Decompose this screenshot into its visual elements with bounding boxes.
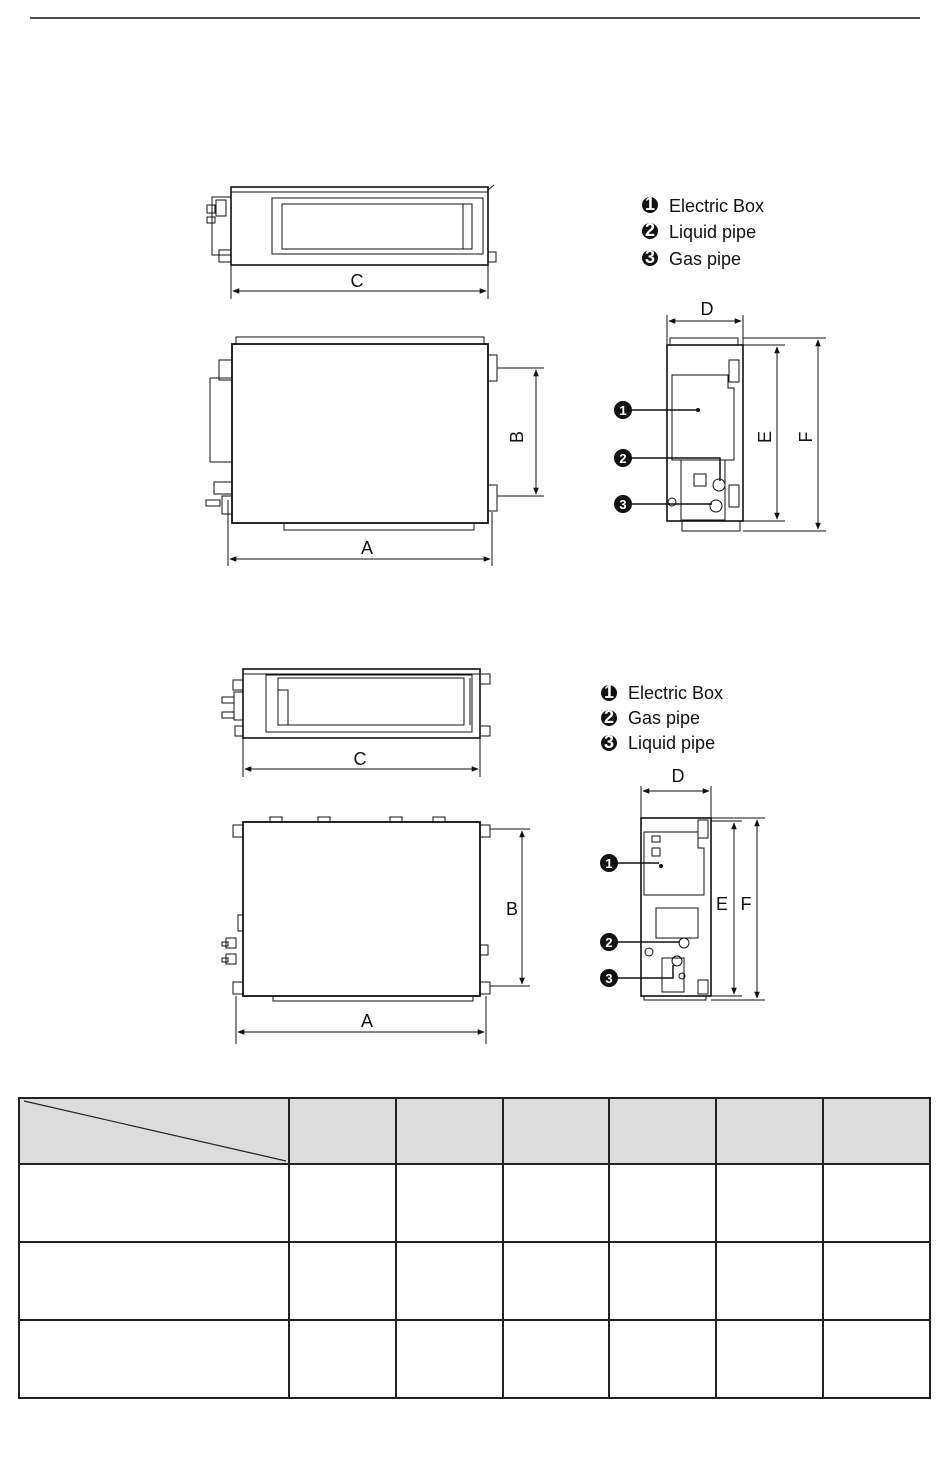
callout-3: 3	[605, 971, 613, 986]
legend-label-electric-box: Electric Box	[669, 196, 765, 216]
table-header-cell	[716, 1098, 823, 1164]
table-row-label	[19, 1164, 289, 1242]
dim-label-a: A	[360, 538, 374, 558]
legend-number: 2	[603, 707, 615, 727]
legend-label-electric-box: Electric Box	[628, 683, 724, 703]
table-cell	[823, 1164, 930, 1242]
legend-number: 2	[644, 220, 656, 240]
legend-number: 3	[603, 732, 615, 752]
table-cell	[609, 1164, 716, 1242]
dim-label-c: C	[353, 749, 367, 769]
callout-1: 1	[605, 856, 613, 871]
table-row	[19, 1320, 930, 1398]
table-cell	[823, 1320, 930, 1398]
table-row	[19, 1242, 930, 1320]
diagram1-legend	[642, 194, 764, 269]
legend-label-liquid-pipe: Liquid pipe	[628, 733, 716, 753]
dim-label-b: B	[505, 899, 519, 919]
table-cell	[289, 1242, 396, 1320]
table-cell	[289, 1164, 396, 1242]
callout-2: 2	[619, 451, 627, 466]
diagram2-front-view	[222, 817, 530, 1044]
dim-label-b: B	[507, 430, 527, 444]
diagram1-side-view	[614, 299, 826, 531]
table-cell	[503, 1320, 610, 1398]
table-cell	[503, 1164, 610, 1242]
table-header-cell	[396, 1098, 503, 1164]
table-cell	[396, 1320, 503, 1398]
table-header-row	[19, 1098, 930, 1164]
legend-label-gas-pipe: Gas pipe	[628, 708, 701, 728]
dim-label-f: F	[796, 431, 816, 443]
dim-label-f: F	[740, 894, 752, 914]
diagram2-top-view	[222, 669, 490, 738]
diagram1-top-view	[207, 185, 496, 265]
table-cell	[396, 1164, 503, 1242]
table-cell	[716, 1242, 823, 1320]
diagram2-legend	[601, 682, 723, 753]
table-header-cell	[503, 1098, 610, 1164]
diagram1-front-view	[206, 337, 544, 566]
diagram2-dim-c	[243, 738, 480, 777]
dim-label-e: E	[755, 430, 775, 444]
table-cell	[609, 1242, 716, 1320]
table-cell	[396, 1242, 503, 1320]
callout-2: 2	[605, 935, 613, 950]
table-row-label	[19, 1320, 289, 1398]
table-header-cell	[823, 1098, 930, 1164]
dim-label-e: E	[715, 894, 729, 914]
diagram2-side-view	[600, 766, 765, 1000]
legend-label-gas-pipe: Gas pipe	[669, 249, 742, 269]
legend-number: 1	[644, 194, 656, 214]
table-row	[19, 1164, 930, 1242]
table-row-label	[19, 1242, 289, 1320]
table-cell	[716, 1164, 823, 1242]
table-cell	[609, 1320, 716, 1398]
table-cell	[716, 1320, 823, 1398]
legend-label-liquid-pipe: Liquid pipe	[669, 222, 757, 242]
dim-label-a: A	[360, 1011, 374, 1031]
table-cell	[289, 1320, 396, 1398]
callout-3: 3	[619, 497, 627, 512]
dim-label-c: C	[350, 271, 364, 291]
dimension-table	[18, 1097, 931, 1399]
diagram1-dim-c	[231, 265, 488, 299]
diagonal-divider	[20, 1099, 288, 1163]
table-header-cell	[609, 1098, 716, 1164]
table-corner-cell	[19, 1098, 289, 1164]
legend-number: 3	[644, 247, 656, 267]
legend-number: 1	[603, 682, 615, 702]
table-cell	[503, 1242, 610, 1320]
table-header-cell	[289, 1098, 396, 1164]
table-cell	[823, 1242, 930, 1320]
dim-label-d: D	[700, 299, 714, 319]
callout-1: 1	[619, 403, 627, 418]
dim-label-d: D	[671, 766, 685, 786]
